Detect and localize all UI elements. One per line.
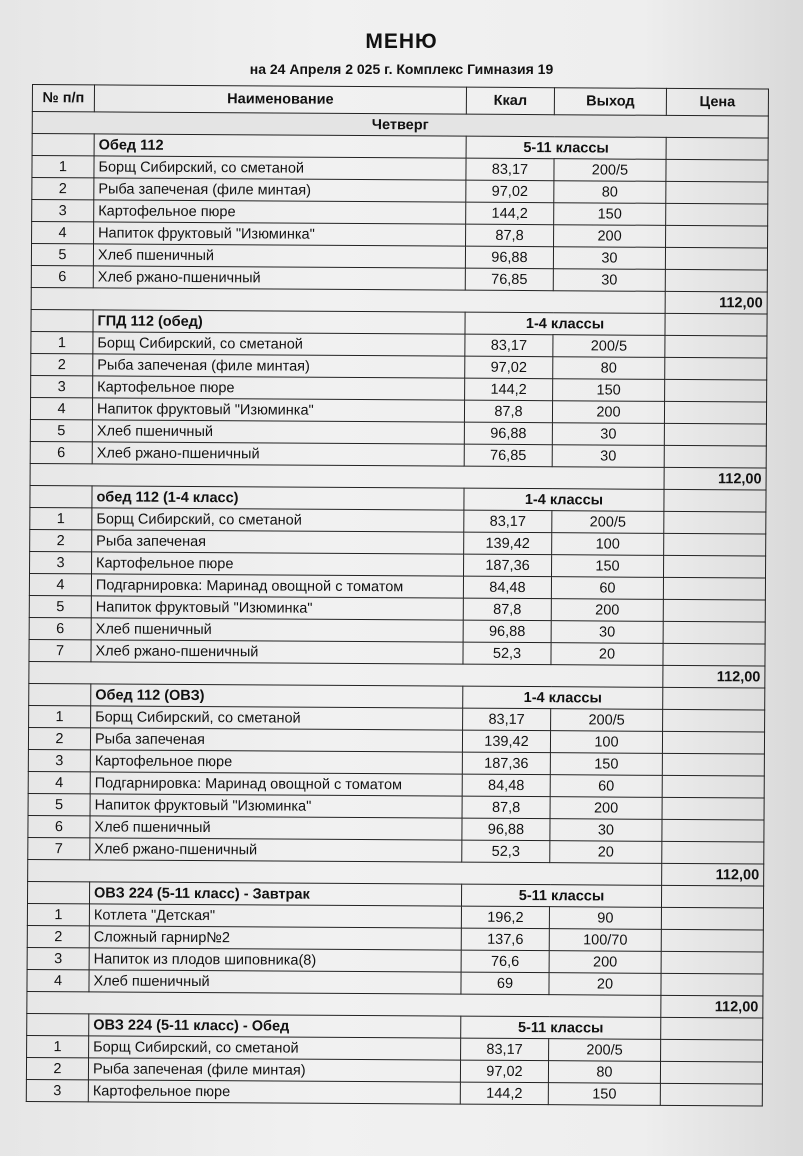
section-spacer-cell <box>32 134 94 156</box>
dish-price <box>665 379 767 402</box>
row-number: 1 <box>29 705 91 727</box>
dish-kcal: 196,2 <box>461 906 549 929</box>
dish-price <box>665 357 767 380</box>
row-number: 4 <box>27 969 89 991</box>
dish-name: Хлеб пшеничный <box>91 618 463 642</box>
row-number: 4 <box>32 222 94 244</box>
dish-price <box>666 159 768 182</box>
dish-price <box>660 1061 762 1084</box>
dish-price <box>663 709 765 732</box>
section-price-cell <box>661 1017 763 1040</box>
section-group: 5-11 классы <box>461 884 661 907</box>
dish-name: Хлеб пшеничный <box>93 244 465 268</box>
dish-output: 30 <box>552 423 664 446</box>
page-title: МЕНЮ <box>365 30 438 53</box>
row-number: 4 <box>28 771 90 793</box>
section-name: обед 112 (1-4 класс) <box>92 486 464 510</box>
dish-price <box>663 599 765 622</box>
dish-name: Напиток фруктовый "Изюминка" <box>94 222 466 246</box>
dish-output: 20 <box>550 841 662 864</box>
dish-price <box>662 731 764 754</box>
dish-kcal: 187,36 <box>464 554 552 577</box>
dish-price <box>666 181 768 204</box>
dish-kcal: 139,42 <box>464 532 552 555</box>
row-number: 3 <box>26 1079 88 1101</box>
dish-kcal: 137,6 <box>461 928 549 951</box>
dish-output: 150 <box>550 753 662 776</box>
section-group: 1-4 классы <box>463 686 663 709</box>
dish-kcal: 69 <box>461 972 549 995</box>
col-header-kcal: Ккал <box>466 87 554 115</box>
dish-name: Борщ Сибирский, со сметаной <box>94 156 466 180</box>
dish-kcal: 139,42 <box>462 730 550 753</box>
dish-output: 60 <box>551 577 663 600</box>
dish-name: Борщ Сибирский, со сметаной <box>93 332 465 356</box>
row-number: 3 <box>31 375 93 397</box>
row-number: 2 <box>32 178 94 200</box>
section-group: 1-4 классы <box>464 488 664 511</box>
row-number: 7 <box>29 639 91 661</box>
dish-price <box>661 951 763 974</box>
dish-kcal: 144,2 <box>466 202 554 225</box>
dish-output: 80 <box>554 181 666 204</box>
dish-name: Хлеб ржано-пшеничный <box>90 838 462 862</box>
dish-name: Напиток фруктовый "Изюминка" <box>90 794 462 818</box>
dish-name: Хлеб пшеничный <box>90 816 462 840</box>
section-price-cell <box>664 489 766 512</box>
dish-kcal: 87,8 <box>466 224 554 247</box>
dish-price <box>661 929 763 952</box>
dish-kcal: 83,17 <box>463 708 551 731</box>
dish-name: Картофельное пюре <box>94 200 466 224</box>
dish-name: Напиток из плодов шиповника(8) <box>89 948 461 972</box>
section-name: ОВЗ 224 (5-11 класс) - Завтрак <box>89 882 461 906</box>
dish-output: 150 <box>553 379 665 402</box>
dish-price <box>663 555 765 578</box>
dish-output: 150 <box>552 555 664 578</box>
dish-price <box>665 335 767 358</box>
dish-kcal: 87,8 <box>462 796 550 819</box>
dish-output: 200 <box>551 599 663 622</box>
dish-name: Котлета "Детская" <box>89 904 461 928</box>
dish-name: Хлеб пшеничный <box>92 420 464 444</box>
dish-output: 100 <box>552 533 664 556</box>
dish-kcal: 76,6 <box>461 950 549 973</box>
section-price-cell <box>663 687 765 710</box>
dish-price <box>661 907 763 930</box>
dish-kcal: 187,36 <box>462 752 550 775</box>
dish-output: 80 <box>553 357 665 380</box>
row-number: 1 <box>32 156 94 178</box>
dish-kcal: 144,2 <box>460 1082 548 1105</box>
dish-price <box>665 247 767 270</box>
section-group: 5-11 классы <box>461 1016 661 1039</box>
dish-name: Хлеб ржано-пшеничный <box>93 266 465 290</box>
col-header-price: Цена <box>666 88 768 116</box>
row-number: 5 <box>30 419 92 441</box>
row-number: 3 <box>30 551 92 573</box>
row-number: 6 <box>30 441 92 463</box>
dish-price <box>663 621 765 644</box>
row-number: 5 <box>31 244 93 266</box>
dish-price <box>663 643 765 666</box>
section-name: Обед 112 (ОВЗ) <box>91 684 463 708</box>
dish-output: 200 <box>554 225 666 248</box>
row-number: 1 <box>31 331 93 353</box>
dish-name: Напиток фруктовый "Изюминка" <box>91 596 463 620</box>
dish-output: 30 <box>553 247 665 270</box>
section-total: 112,00 <box>665 291 767 314</box>
dish-price <box>662 841 764 864</box>
dish-kcal: 97,02 <box>460 1060 548 1083</box>
menu-body <box>26 112 768 1106</box>
dish-name: Борщ Сибирский, со сметаной <box>92 508 464 532</box>
section-group: 5-11 классы <box>466 136 666 159</box>
row-number: 2 <box>28 727 90 749</box>
dish-output: 30 <box>552 445 664 468</box>
dish-output: 200/5 <box>553 335 665 358</box>
section-price-cell <box>666 137 768 160</box>
dish-output: 200/5 <box>552 511 664 534</box>
section-total: 112,00 <box>664 467 766 490</box>
section-name: ГПД 112 (обед) <box>93 310 465 334</box>
dish-kcal: 83,17 <box>465 334 553 357</box>
dish-kcal: 52,3 <box>462 840 550 863</box>
row-number: 3 <box>27 947 89 969</box>
dish-name: Подгарнировка: Маринад овощной с томатом <box>90 772 462 796</box>
dish-output: 150 <box>554 203 666 226</box>
row-number: 4 <box>30 397 92 419</box>
dish-kcal: 97,02 <box>466 180 554 203</box>
dish-kcal: 52,3 <box>463 642 551 665</box>
row-number: 6 <box>28 815 90 837</box>
dish-output: 100/70 <box>549 929 661 952</box>
row-number: 4 <box>29 573 91 595</box>
dish-kcal: 96,88 <box>464 422 552 445</box>
menu-table <box>26 84 769 1106</box>
row-number: 2 <box>27 925 89 947</box>
section-spacer-cell <box>29 683 91 705</box>
dish-output: 100 <box>550 731 662 754</box>
section-total: 112,00 <box>662 863 764 886</box>
dish-name: Хлеб ржано-пшеничный <box>92 442 464 466</box>
dish-kcal: 76,85 <box>465 268 553 291</box>
col-header-output: Выход <box>554 88 666 116</box>
dish-output: 80 <box>548 1061 660 1084</box>
dish-output: 30 <box>551 621 663 644</box>
table-row <box>26 1079 762 1105</box>
row-number: 7 <box>28 837 90 859</box>
dish-output: 200 <box>549 951 661 974</box>
dish-kcal: 96,88 <box>463 620 551 643</box>
row-number: 2 <box>31 353 93 375</box>
dish-price <box>661 1039 763 1062</box>
dish-output: 200 <box>550 797 662 820</box>
section-name: ОВЗ 224 (5-11 класс) - Обед <box>89 1014 461 1038</box>
col-header-number: № п/п <box>32 85 94 112</box>
dish-price <box>661 973 763 996</box>
row-number: 2 <box>30 529 92 551</box>
dish-name: Подгарнировка: Маринад овощной с томатом <box>91 574 463 598</box>
dish-output: 20 <box>551 643 663 666</box>
dish-price <box>660 1083 762 1106</box>
dish-price <box>662 753 764 776</box>
dish-output: 20 <box>549 973 661 996</box>
dish-price <box>662 775 764 798</box>
dish-name: Рыба запеченая (филе минтая) <box>94 178 466 202</box>
dish-price <box>664 445 766 468</box>
dish-output: 30 <box>553 269 665 292</box>
dish-kcal: 84,48 <box>463 576 551 599</box>
dish-output: 30 <box>550 819 662 842</box>
dish-name: Напиток фруктовый "Изюминка" <box>92 398 464 422</box>
page-subtitle: на 24 Апреля 2 025 г. Комплекс Гимназия 19 <box>249 61 554 77</box>
dish-name: Сложный гарнир№2 <box>89 926 461 950</box>
dish-kcal: 76,85 <box>464 444 552 467</box>
section-total: 112,00 <box>661 995 763 1018</box>
section-total: 112,00 <box>663 665 765 688</box>
dish-price <box>662 797 764 820</box>
row-number: 5 <box>28 793 90 815</box>
dish-kcal: 96,88 <box>465 246 553 269</box>
dish-kcal: 87,8 <box>464 400 552 423</box>
section-price-cell <box>661 885 763 908</box>
dish-output: 200/5 <box>549 1039 661 1062</box>
dish-price <box>666 203 768 226</box>
dish-name: Картофельное пюре <box>93 376 465 400</box>
row-number: 1 <box>27 903 89 925</box>
section-price-cell <box>665 313 767 336</box>
dish-output: 150 <box>548 1083 660 1106</box>
dish-kcal: 87,8 <box>463 598 551 621</box>
dish-name: Рыба запеченая (филе минтая) <box>93 354 465 378</box>
section-spacer-cell <box>30 485 92 507</box>
section-name: Обед 112 <box>94 134 466 158</box>
section-group: 1-4 классы <box>465 312 665 335</box>
dish-kcal: 144,2 <box>465 378 553 401</box>
dish-price <box>664 533 766 556</box>
dish-kcal: 83,17 <box>466 158 554 181</box>
dish-name: Хлеб ржано-пшеничный <box>91 640 463 664</box>
col-header-name: Наименование <box>94 85 466 114</box>
dish-output: 60 <box>550 775 662 798</box>
dish-name: Борщ Сибирский, со сметаной <box>89 1036 461 1060</box>
dish-kcal: 83,17 <box>464 510 552 533</box>
row-number: 3 <box>32 200 94 222</box>
dish-price <box>664 511 766 534</box>
dish-name: Борщ Сибирский, со сметаной <box>91 706 463 730</box>
dish-price <box>664 423 766 446</box>
dish-output: 200 <box>552 401 664 424</box>
dish-output: 200/5 <box>551 709 663 732</box>
dish-price <box>664 401 766 424</box>
row-number: 6 <box>29 617 91 639</box>
dish-name: Рыба запеченая (филе минтая) <box>88 1058 460 1082</box>
dish-name: Рыба запеченая <box>90 728 462 752</box>
dish-name: Картофельное пюре <box>88 1080 460 1104</box>
section-spacer-cell <box>27 881 89 903</box>
section-spacer-cell <box>31 309 93 331</box>
dish-price <box>662 819 764 842</box>
row-number: 6 <box>31 265 93 287</box>
dish-name: Картофельное пюре <box>92 552 464 576</box>
section-spacer-cell <box>27 1013 89 1035</box>
row-number: 1 <box>30 507 92 529</box>
row-number: 2 <box>26 1057 88 1079</box>
dish-price <box>666 225 768 248</box>
dish-name: Хлеб пшеничный <box>89 970 461 994</box>
dish-price <box>663 577 765 600</box>
dish-kcal: 96,88 <box>462 818 550 841</box>
dish-kcal: 97,02 <box>465 356 553 379</box>
dish-output: 200/5 <box>554 159 666 182</box>
dish-kcal: 84,48 <box>462 774 550 797</box>
row-number: 1 <box>27 1035 89 1057</box>
row-number: 3 <box>28 749 90 771</box>
dish-name: Рыба запеченая <box>92 530 464 554</box>
dish-price <box>665 269 767 292</box>
row-number: 5 <box>29 595 91 617</box>
day-label: Четверг <box>32 112 768 138</box>
dish-name: Картофельное пюре <box>90 750 462 774</box>
dish-kcal: 83,17 <box>461 1038 549 1061</box>
dish-output: 90 <box>549 907 661 930</box>
